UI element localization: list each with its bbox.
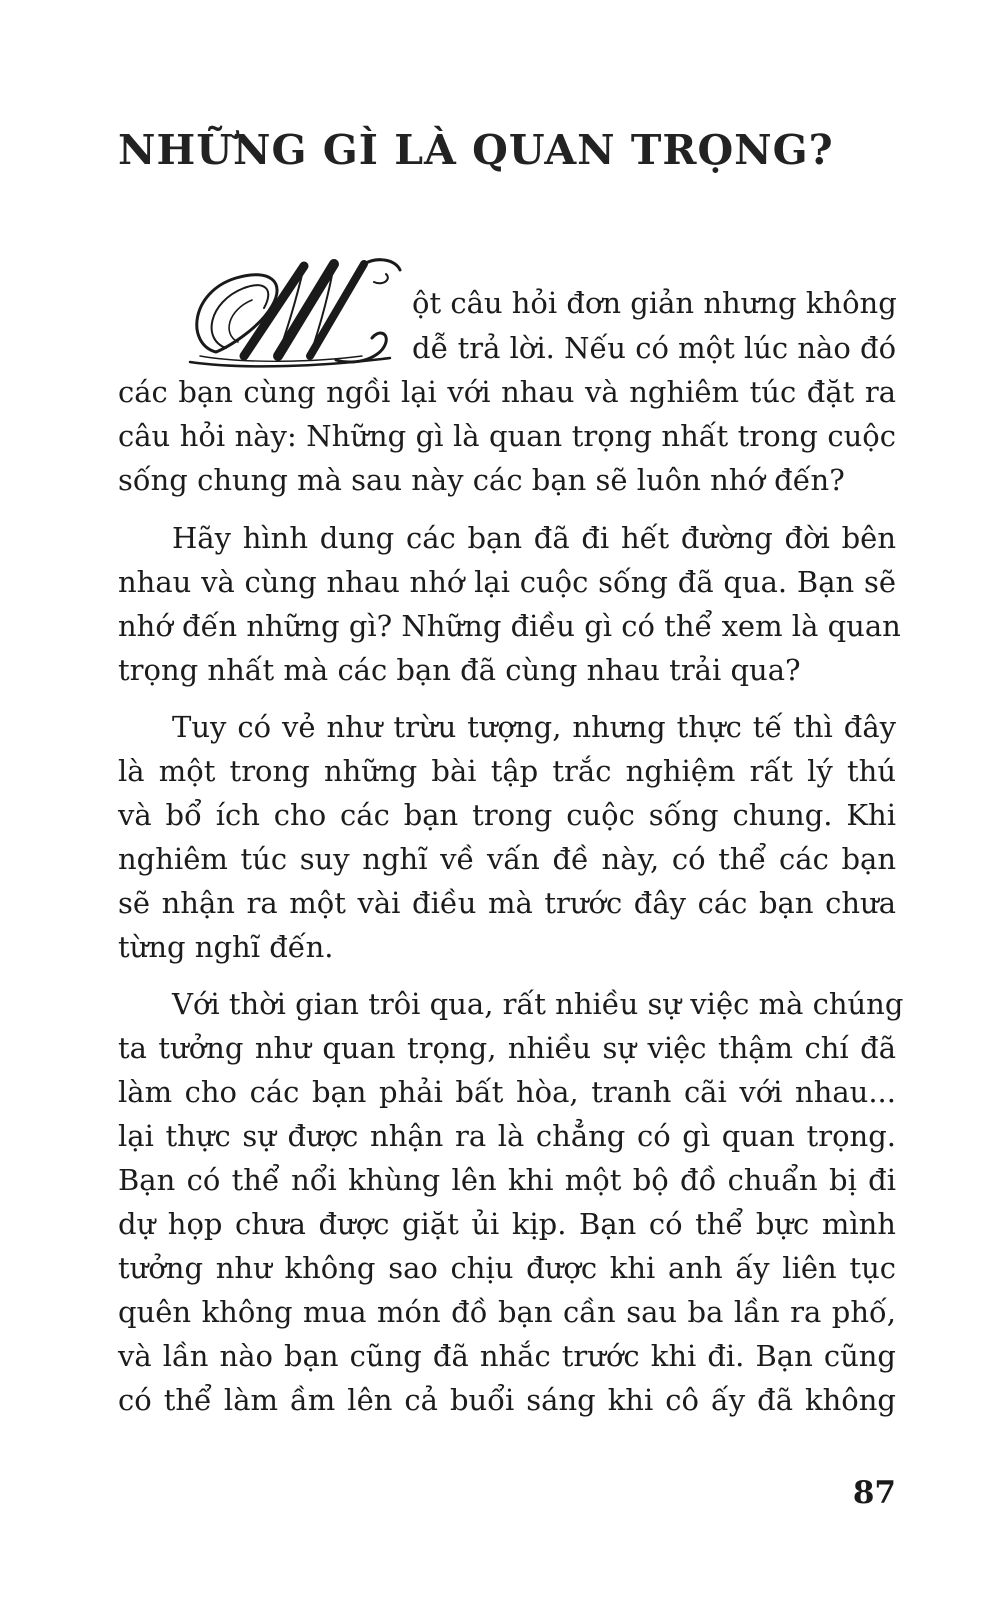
paragraph-1-line-2: dễ trả lời. Nếu có một lúc nào đó — [412, 331, 897, 365]
paragraph-3-line-2: là một trong những bài tập trắc nghiệm rất lý thú — [118, 754, 896, 788]
paragraph-1-line-1: ột câu hỏi đơn giản nhưng không — [412, 286, 897, 320]
paragraph-3-line-3: và bổ ích cho các bạn trong cuộc sống chung. Khi — [118, 798, 896, 832]
paragraph-2-line-1: Hãy hình dung các bạn đã đi hết đường đời bên — [172, 521, 896, 555]
paragraph-2-line-3: nhớ đến những gì? Những điều gì có thể xem là quan — [118, 609, 901, 643]
paragraph-1-line-4: câu hỏi này: Những gì là quan trọng nhất trong cuộc — [118, 419, 896, 453]
paragraph-1-line-3: các bạn cùng ngồi lại với nhau và nghiêm túc đặt ra — [118, 375, 896, 409]
paragraph-4-line-7: tưởng như không sao chịu được khi anh ấy liên tục — [118, 1251, 896, 1285]
paragraph-4-line-4: lại thực sự được nhận ra là chẳng có gì quan trọng. — [118, 1119, 896, 1153]
paragraph-4-line-9: và lần nào bạn cũng đã nhắc trước khi đi. Bạn cũng — [118, 1339, 896, 1373]
paragraph-3-line-4: nghiêm túc suy nghĩ về vấn đề này, có thể các bạn — [118, 842, 896, 876]
paragraph-3-line-1: Tuy có vẻ như trừu tượng, nhưng thực tế thì đây — [172, 710, 896, 744]
paragraph-4-line-3: làm cho các bạn phải bất hòa, tranh cãi với nhau... — [118, 1075, 896, 1109]
page-number: 87 — [852, 1475, 896, 1511]
dropcap-letter: M — [186, 252, 188, 253]
paragraph-3-line-5: sẽ nhận ra một vài điều mà trước đây các bạn chưa — [118, 886, 896, 920]
ornamental-dropcap-m — [186, 252, 408, 370]
paragraph-2-line-4: trọng nhất mà các bạn đã cùng nhau trải qua? — [118, 653, 801, 687]
paragraph-4-line-2: ta tưởng như quan trọng, nhiều sự việc thậm chí đã — [118, 1031, 896, 1065]
paragraph-4-line-5: Bạn có thể nổi khùng lên khi một bộ đồ chuẩn bị đi — [118, 1163, 896, 1197]
paragraph-1-line-5: sống chung mà sau này các bạn sẽ luôn nhớ đến? — [118, 463, 845, 497]
chapter-title: NHỮNG GÌ LÀ QUAN TRỌNG? — [118, 126, 834, 174]
paragraph-4-line-10: có thể làm ầm lên cả buổi sáng khi cô ấy đã không — [118, 1383, 896, 1417]
paragraph-4-line-8: quên không mua món đồ bạn cần sau ba lần ra phố, — [118, 1295, 896, 1329]
paragraph-4-line-6: dự họp chưa được giặt ủi kịp. Bạn có thể bực mình — [118, 1207, 896, 1241]
paragraph-2-line-2: nhau và cùng nhau nhớ lại cuộc sống đã qua. Bạn sẽ — [118, 565, 896, 599]
paragraph-3-line-6: từng nghĩ đến. — [118, 930, 334, 964]
paragraph-4-line-1: Với thời gian trôi qua, rất nhiều sự việc mà chúng — [172, 987, 904, 1021]
